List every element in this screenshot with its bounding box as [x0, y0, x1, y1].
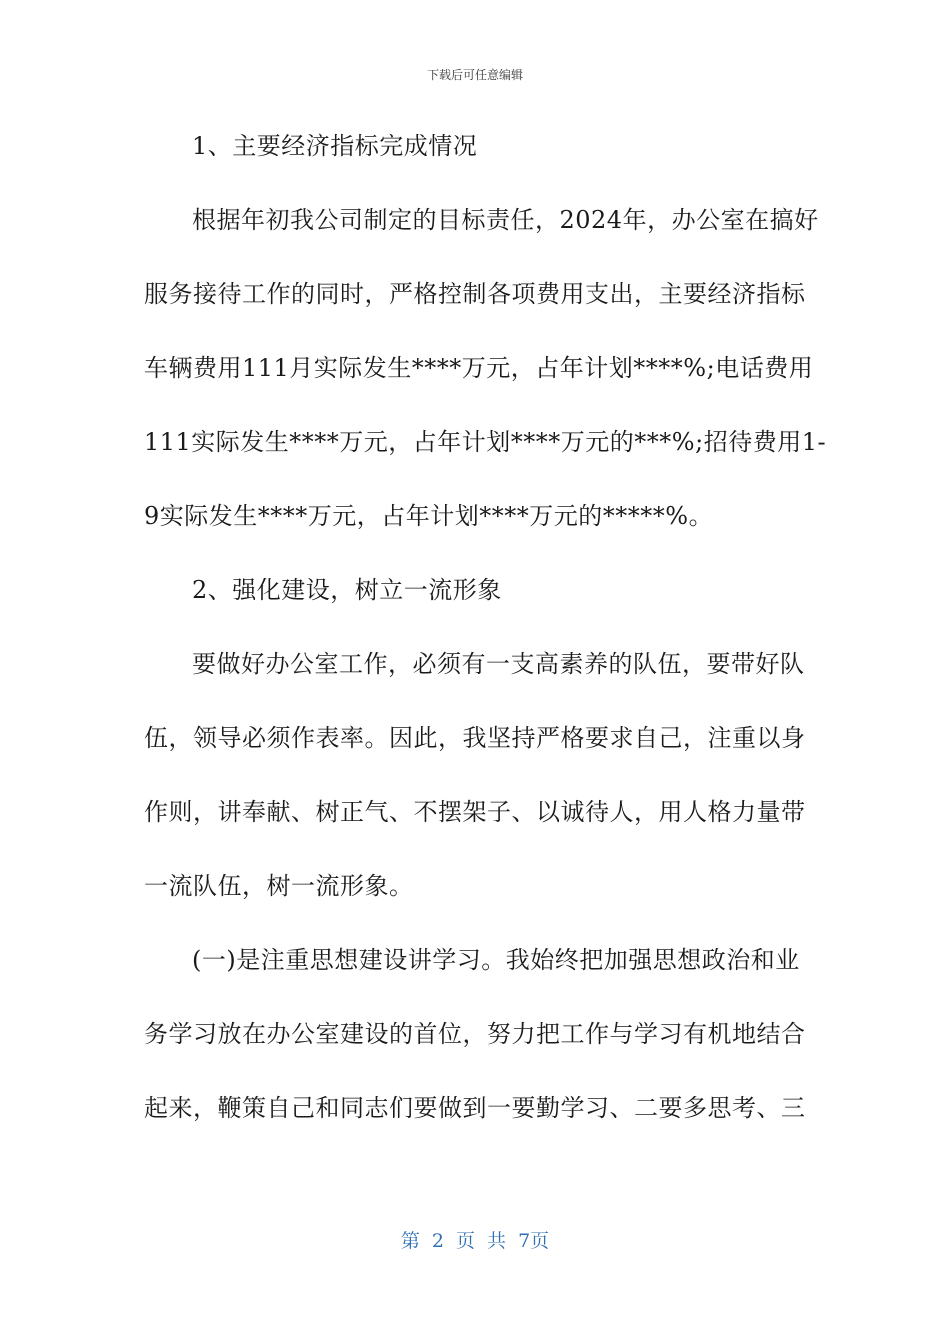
section-heading-2: 2、强化建设，树立一流形象: [192, 576, 502, 604]
page-header: 下载后可任意编辑: [426, 68, 523, 82]
page-number-footer: 第 2 页 共 7页: [400, 1230, 550, 1252]
paragraph-line: (一)是注重思想建设讲学习。我始终把加强思想政治和业: [192, 946, 800, 974]
paragraph-line: 车辆费用111月实际发生****万元，占年计划****%;电话费用: [144, 354, 814, 382]
paragraph-line: 一流队伍，树一流形象。: [144, 872, 414, 900]
paragraph-line: 根据年初我公司制定的目标责任，2024年，办公室在搞好: [192, 206, 819, 234]
paragraph-line: 伍，领导必须作表率。因此，我坚持严格要求自己，注重以身: [144, 724, 806, 752]
paragraph-line: 务学习放在办公室建设的首位，努力把工作与学习有机地结合: [144, 1020, 806, 1048]
section-heading-1: 1、主要经济指标完成情况: [192, 132, 478, 160]
paragraph-line: 要做好办公室工作，必须有一支高素养的队伍，要带好队: [192, 650, 805, 678]
paragraph-line: 9实际发生****万元，占年计划****万元的*****%。: [144, 502, 714, 530]
document-body: [144, 124, 827, 1160]
paragraph-line: 起来，鞭策自己和同志们要做到一要勤学习、二要多思考、三: [144, 1094, 806, 1122]
paragraph-line: 作则，讲奉献、树正气、不摆架子、以诚待人，用人格力量带: [144, 798, 806, 826]
paragraph-line: 服务接待工作的同时，严格控制各项费用支出，主要经济指标: [144, 280, 806, 308]
paragraph-line: 111实际发生****万元，占年计划****万元的***%;招待费用1-: [144, 428, 827, 456]
